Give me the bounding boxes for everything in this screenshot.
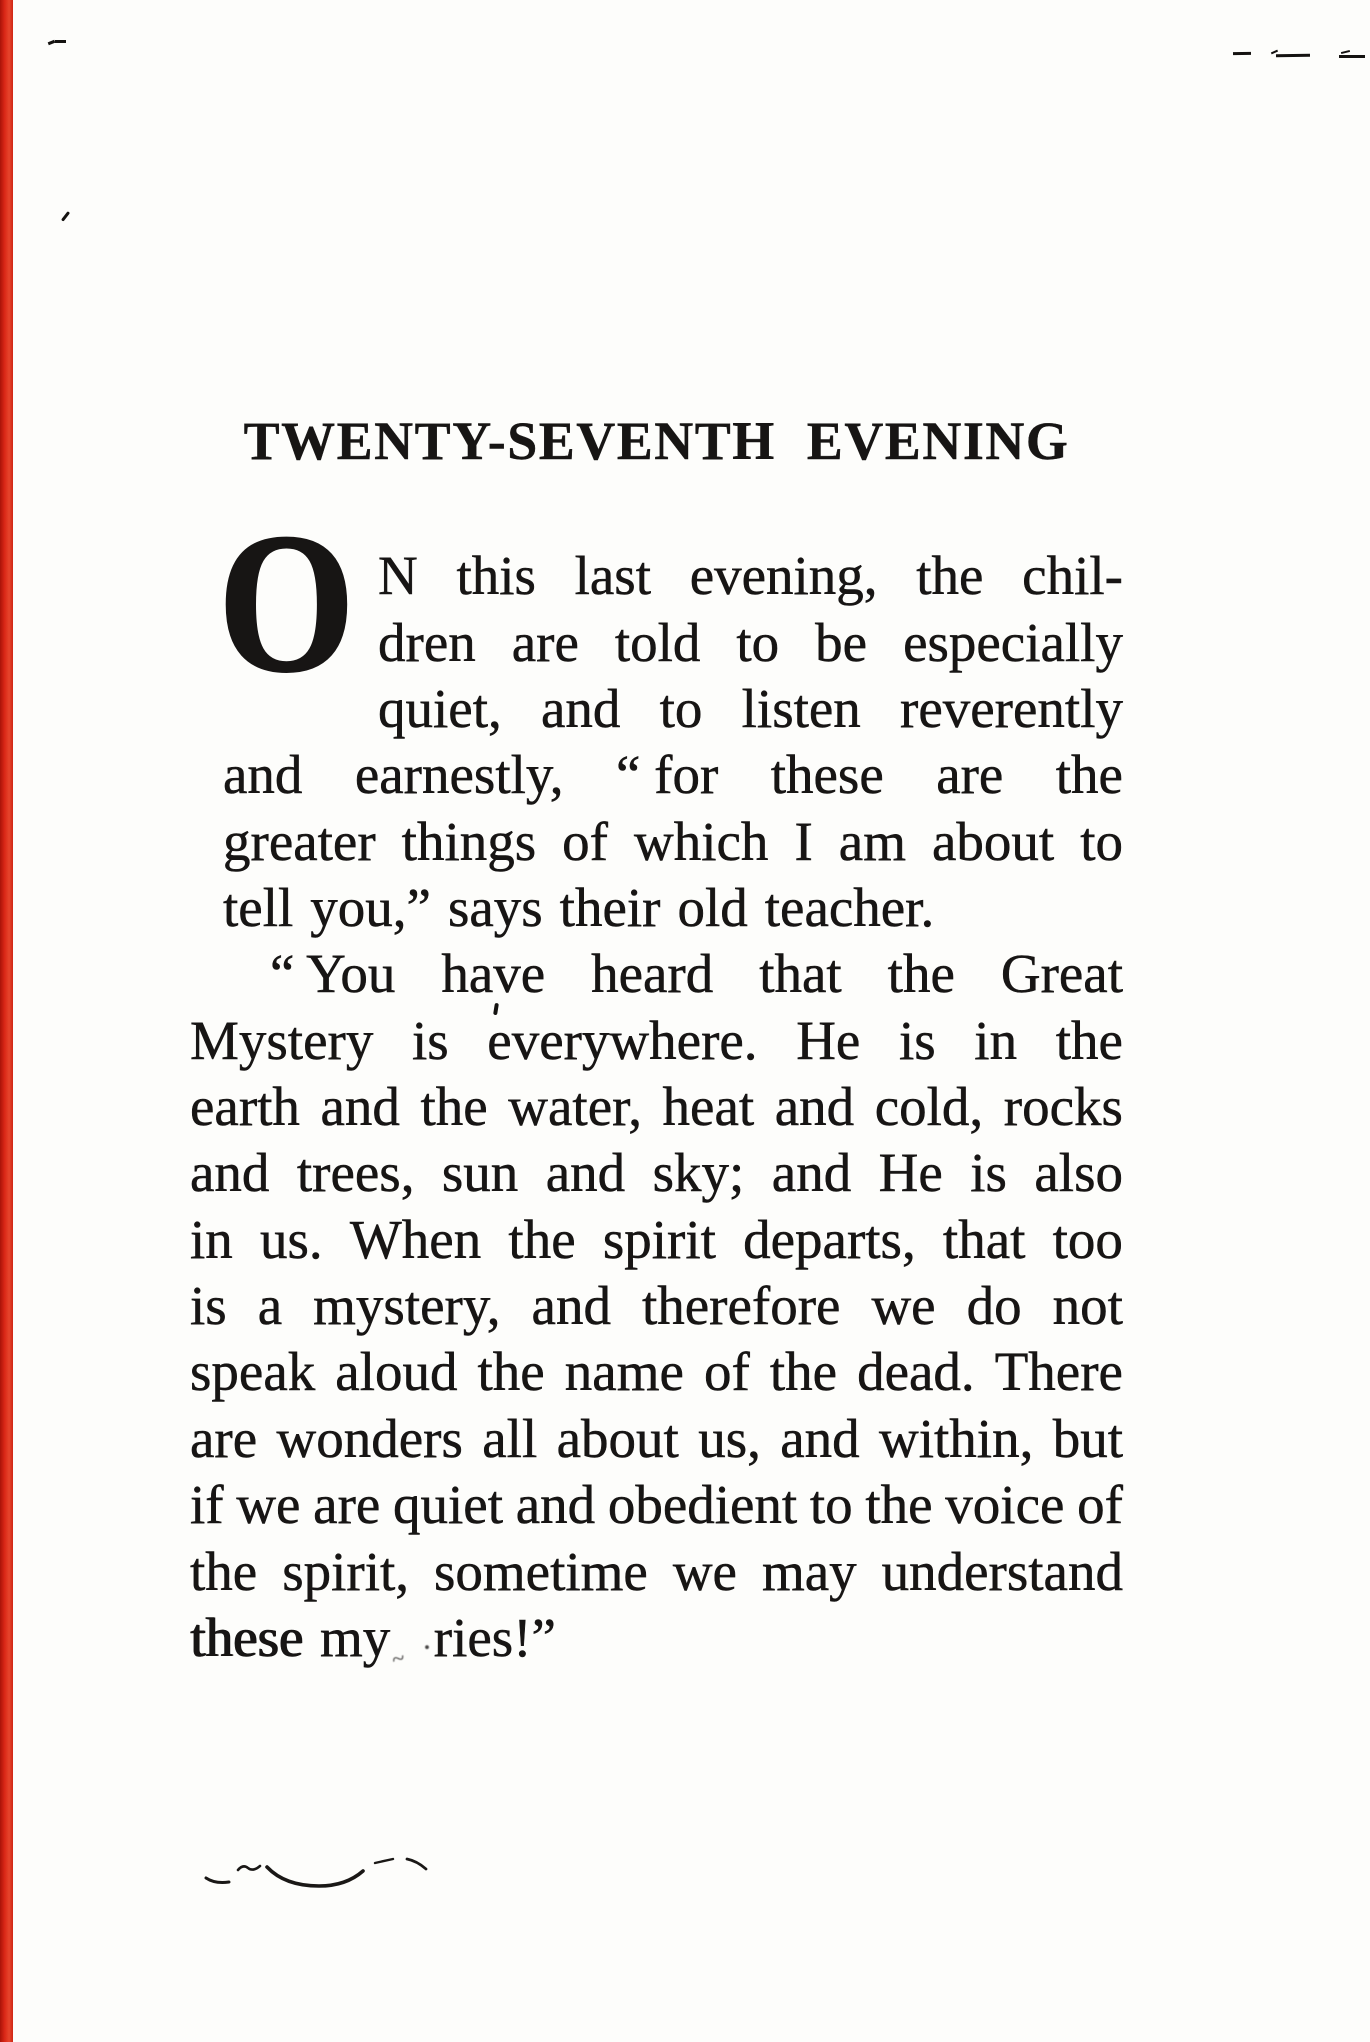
text-line (190, 1267, 1123, 1337)
word: listen (741, 678, 861, 740)
word: mystery, (313, 1275, 501, 1337)
word: departs, (743, 1208, 916, 1270)
text-line (190, 1134, 1123, 1204)
word: and (774, 1076, 855, 1138)
text-line (190, 1466, 1123, 1536)
word: about (932, 810, 1055, 872)
word: be (815, 611, 868, 673)
book-edge-red-strip (0, 0, 13, 2042)
word: dead. (857, 1341, 975, 1403)
word: of (703, 1341, 750, 1403)
word: their (559, 877, 661, 939)
word: a (257, 1275, 283, 1337)
word: also (1034, 1142, 1123, 1204)
word: within, (879, 1407, 1034, 1469)
word: which (634, 810, 769, 872)
word: earth (190, 1076, 300, 1138)
word: spirit (602, 1208, 716, 1270)
text-line (190, 1001, 1123, 1071)
word: earnestly, (354, 744, 564, 806)
word: the (508, 1208, 576, 1270)
word: There (994, 1341, 1123, 1403)
text-line (378, 670, 1123, 740)
word: if (190, 1474, 224, 1536)
word: you,” (310, 877, 431, 939)
word: speak (190, 1341, 316, 1403)
word: do (966, 1275, 1022, 1337)
word: but (1052, 1407, 1123, 1469)
text-line (223, 869, 1123, 939)
word: us, (698, 1407, 761, 1469)
word: is (411, 1009, 449, 1071)
word: have (441, 943, 546, 1005)
word: we (871, 1275, 936, 1337)
word: last (574, 545, 651, 607)
word: N (378, 545, 418, 607)
print-smudge: ~ (389, 1643, 408, 1672)
word: sometime (433, 1540, 648, 1602)
word: everywhere. (487, 1009, 758, 1071)
word: the (769, 1341, 838, 1403)
scan-artifact-left-tick (61, 211, 70, 222)
word: we (236, 1474, 301, 1536)
word: and (540, 678, 621, 740)
text-line (223, 802, 1123, 872)
word: in (190, 1208, 233, 1270)
text-line (190, 1532, 1123, 1602)
word: wonders (276, 1407, 463, 1469)
word: not (1052, 1275, 1123, 1337)
word: reverently (900, 678, 1123, 740)
word: heard (591, 943, 714, 1005)
text-line (378, 537, 1123, 607)
word: of (1077, 1474, 1123, 1536)
word: to (659, 678, 703, 740)
word: is (190, 1275, 227, 1337)
word: my~ (320, 1606, 408, 1672)
drop-cap-letter: O (218, 493, 355, 714)
word: is (898, 1009, 936, 1071)
word: and (771, 1142, 852, 1204)
word: these (190, 1606, 304, 1668)
word: things (401, 810, 537, 872)
word: to (809, 1474, 853, 1536)
word: are (936, 744, 1004, 806)
word: about (556, 1407, 679, 1469)
scan-artifact-top-left (55, 40, 66, 43)
word: greater (223, 810, 376, 872)
word: heat (662, 1076, 755, 1138)
word: dren (378, 611, 476, 673)
word: says (447, 877, 543, 939)
word: the (916, 545, 984, 607)
word: and (320, 1076, 400, 1138)
word: name (564, 1341, 684, 1403)
word: too (1052, 1208, 1123, 1270)
word: quiet, (378, 678, 502, 740)
text-line-damaged (190, 1599, 1123, 1672)
word: the (1055, 1009, 1123, 1071)
word: are (511, 611, 579, 673)
scan-artifact-top-right-dash (1233, 52, 1251, 55)
text-line (190, 1068, 1123, 1138)
word: we (672, 1540, 737, 1602)
word: are (190, 1407, 258, 1469)
scan-artifact-top-right-dash (1339, 55, 1365, 58)
word: ·ries!” (415, 1606, 556, 1668)
text-line (223, 736, 1123, 806)
text-line (190, 1399, 1123, 1469)
text-line (378, 603, 1123, 673)
word: “ for (616, 744, 719, 806)
word: I (794, 810, 813, 872)
word: aloud (335, 1341, 458, 1403)
word: Mystery (190, 1009, 374, 1071)
word: in (974, 1009, 1018, 1071)
word: are (313, 1474, 381, 1536)
word: may (761, 1540, 857, 1602)
word: spirit, (282, 1540, 409, 1602)
word: the (865, 1474, 933, 1536)
word: and (531, 1275, 611, 1337)
text-line (190, 1333, 1123, 1403)
word: is (970, 1142, 1007, 1204)
word: and (545, 1142, 626, 1204)
word: trees, (296, 1142, 415, 1204)
word: therefore (641, 1275, 841, 1337)
word: teacher. (764, 877, 935, 939)
word: evening, (689, 545, 878, 607)
word: He (878, 1142, 943, 1204)
pencil-squiggle-mark (200, 1852, 440, 1892)
word: the (887, 943, 955, 1005)
word: Great (1000, 943, 1123, 1005)
word: obedient (607, 1474, 798, 1536)
word: sky; (652, 1142, 745, 1204)
word: the (420, 1076, 488, 1138)
word: “ You (270, 943, 396, 1005)
word: these (770, 744, 884, 806)
scan-artifact-top-right-dash (1276, 54, 1310, 58)
scan-artifact-top-right-dash (1341, 50, 1350, 54)
word: of (562, 810, 608, 872)
word: all (482, 1407, 538, 1469)
word: voice (945, 1474, 1065, 1536)
word: am (838, 810, 906, 872)
word: and (223, 744, 303, 806)
word: that (759, 943, 842, 1005)
word: to (1080, 810, 1123, 872)
text-line (190, 1200, 1123, 1270)
word: to (736, 611, 780, 673)
word: He (796, 1009, 861, 1071)
chapter-title: TWENTY-SEVENTH EVENING (243, 411, 1070, 471)
word: and (190, 1142, 270, 1204)
word: When (349, 1208, 482, 1270)
word: especially (903, 611, 1123, 673)
word: and (515, 1474, 596, 1536)
word: that (942, 1208, 1026, 1270)
word: quiet (393, 1474, 503, 1536)
word: told (614, 611, 701, 673)
word: old (677, 877, 748, 939)
print-smudge: · (415, 1629, 439, 1667)
word: water, (508, 1076, 642, 1138)
word: this (456, 545, 536, 607)
word: cold, (874, 1076, 984, 1138)
word: the (190, 1540, 258, 1602)
word: the (1055, 744, 1123, 806)
word: chil- (1022, 545, 1123, 607)
word: tell (223, 877, 294, 939)
word: understand (881, 1540, 1123, 1602)
word: rocks (1003, 1076, 1123, 1138)
body-text (190, 537, 1123, 1672)
text-line (270, 935, 1123, 1005)
word: us. (260, 1208, 323, 1270)
word: and (780, 1407, 860, 1469)
word: the (477, 1341, 545, 1403)
word: sun (441, 1142, 519, 1204)
